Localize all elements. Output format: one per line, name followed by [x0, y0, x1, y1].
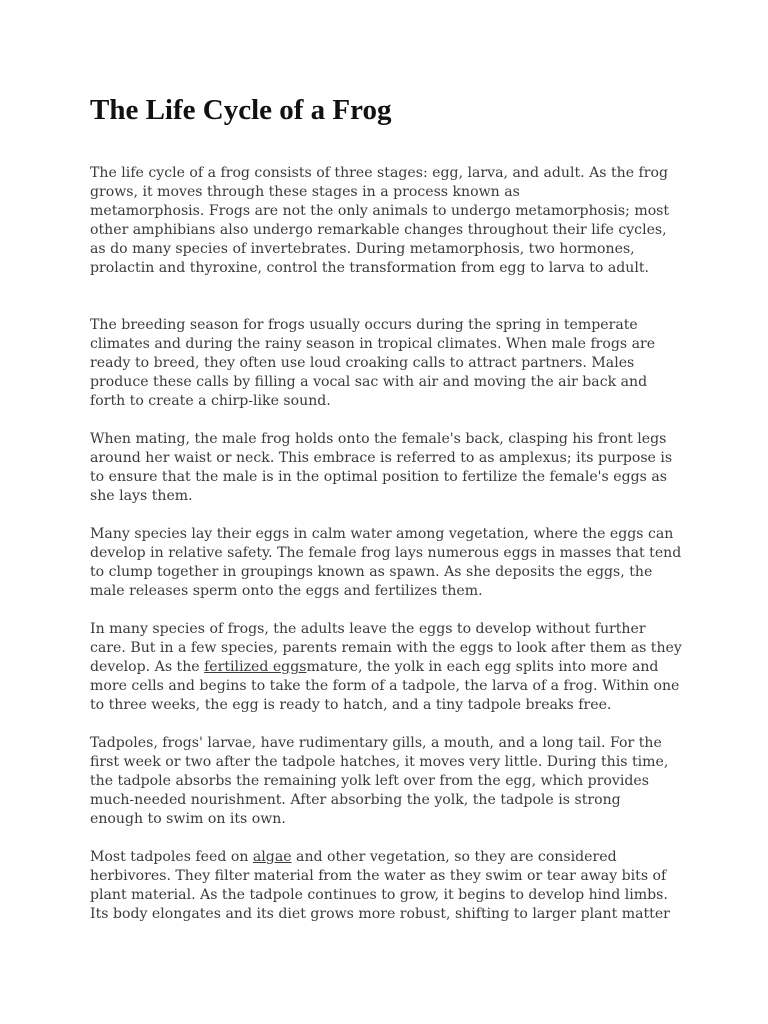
- text-line: forth to create a chirp-like sound.: [90, 393, 331, 409]
- text-segment: and other vegetation, so they are considered: [291, 849, 617, 865]
- text-line: The breeding season for frogs usually occurs during the spring in temperate: [90, 317, 638, 333]
- text-line: herbivores. They filter material from the water as they swim or tear away bits of: [90, 868, 667, 884]
- text-segment: mature, the yolk in each egg splits into more and: [306, 659, 659, 675]
- text-line: care. But in a few species, parents remain with the eggs to look after them as they: [90, 640, 682, 656]
- paragraph-mating: [90, 430, 690, 506]
- text-line: metamorphosis. Frogs are not the only animals to undergo metamorphosis; most: [90, 203, 670, 219]
- page-title: The Life Cycle of a Frog: [90, 94, 392, 126]
- text-line: to three weeks, the egg is ready to hatch, and a tiny tadpole breaks free.: [90, 697, 612, 713]
- text-line: the tadpole absorbs the remaining yolk left over from the egg, which provides: [90, 773, 649, 789]
- text-line: enough to swim on its own.: [90, 811, 286, 827]
- paragraph-feeding: [90, 848, 690, 924]
- paragraph-development: [90, 620, 690, 715]
- text-line: much-needed nourishment. After absorbing the yolk, the tadpole is strong: [90, 792, 621, 808]
- paragraph-intro: [90, 164, 690, 278]
- text-line: grows, it moves through these stages in a process known as: [90, 184, 520, 200]
- text-segment: develop. As the: [90, 659, 205, 675]
- paragraph-tadpoles: [90, 734, 690, 829]
- algae-link[interactable]: algae: [252, 849, 292, 865]
- text-segment: Most tadpoles feed on: [90, 849, 253, 865]
- text-line: In many species of frogs, the adults leave the eggs to develop without further: [90, 621, 646, 637]
- text-line: other amphibians also undergo remarkable changes throughout their life cycles,: [90, 222, 667, 238]
- text-line: around her waist or neck. This embrace is referred to as amplexus; its purpose is: [90, 450, 673, 466]
- text-line: When mating, the male frog holds onto the female's back, clasping his front legs: [90, 431, 667, 447]
- text-line: as do many species of invertebrates. During metamorphosis, two hormones,: [90, 241, 635, 257]
- text-line: she lays them.: [90, 488, 193, 504]
- text-line: The life cycle of a frog consists of three stages: egg, larva, and adult. As the frog: [90, 165, 669, 181]
- text-line: ready to breed, they often use loud croaking calls to attract partners. Males: [90, 355, 635, 371]
- text-line: male releases sperm onto the eggs and fertilizes them.: [90, 583, 483, 599]
- text-line: [90, 658, 690, 677]
- text-line: prolactin and thyroxine, control the transformation from egg to larva to adult.: [90, 260, 649, 276]
- text-line: to clump together in groupings known as spawn. As she deposits the eggs, the: [90, 564, 653, 580]
- text-line: plant material. As the tadpole continues to grow, it begins to develop hind limbs.: [90, 887, 668, 903]
- text-line: Its body elongates and its diet grows more robust, shifting to larger plant matter: [90, 906, 670, 922]
- paragraph-breeding: [90, 316, 690, 411]
- text-line: climates and during the rainy season in tropical climates. When male frogs are: [90, 336, 656, 352]
- text-line: Tadpoles, frogs' larvae, have rudimentary gills, a mouth, and a long tail. For the: [90, 735, 662, 751]
- text-line: [90, 848, 690, 867]
- fertilized-eggs-link[interactable]: fertilized eggs: [204, 659, 307, 675]
- text-line: produce these calls by filling a vocal sac with air and moving the air back and: [90, 374, 648, 390]
- text-line: more cells and begins to take the form of a tadpole, the larva of a frog. Within one: [90, 678, 680, 694]
- text-line: to ensure that the male is in the optimal position to fertilize the female's eggs as: [90, 469, 668, 485]
- text-line: Many species lay their eggs in calm water among vegetation, where the eggs can: [90, 526, 674, 542]
- paragraph-eggs: [90, 525, 690, 601]
- text-line: first week or two after the tadpole hatches, it moves very little. During this time,: [90, 754, 669, 770]
- text-line: develop in relative safety. The female frog lays numerous eggs in masses that tend: [90, 545, 682, 561]
